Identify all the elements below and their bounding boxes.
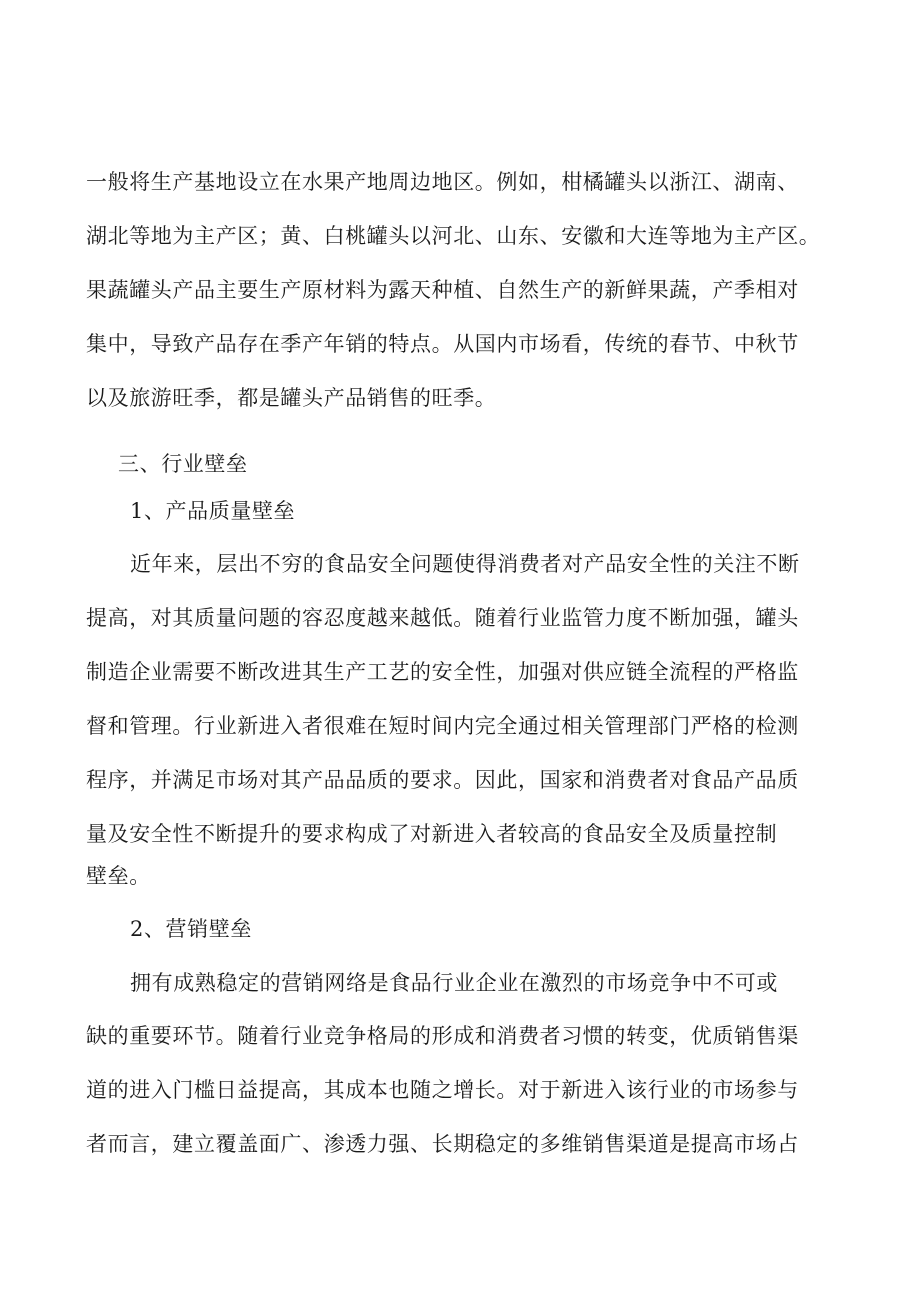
paragraph-line: 者而言，建立覆盖面广、渗透力强、长期稳定的多维销售渠道是提高市场占	[86, 1132, 799, 1156]
paragraph-line: 集中，导致产品存在季产年销的特点。从国内市场看，传统的春节、中秋节	[86, 332, 799, 356]
paragraph-line: 近年来，层出不穷的食品安全问题使得消费者对产品安全性的关注不断	[130, 552, 800, 576]
paragraph-line: 制造企业需要不断改进其生产工艺的安全性，加强对供应链全流程的严格监	[86, 660, 799, 684]
paragraph-line: 缺的重要环节。随着行业竞争格局的形成和消费者习惯的转变，优质销售渠	[86, 1024, 799, 1048]
subsection-heading: 1、产品质量壁垒	[130, 499, 296, 523]
subsection-heading: 2、营销壁垒	[130, 917, 252, 941]
paragraph-line: 一般将生产基地设立在水果产地周边地区。例如，柑橘罐头以浙江、湖南、	[86, 170, 799, 194]
section-heading: 三、行业壁垒	[118, 452, 248, 476]
paragraph-line: 以及旅游旺季，都是罐头产品销售的旺季。	[86, 386, 497, 410]
paragraph-line: 果蔬罐头产品主要生产原材料为露天种植、自然生产的新鲜果蔬，产季相对	[86, 278, 799, 302]
paragraph-line: 壁垒。	[86, 864, 151, 888]
paragraph-line: 湖北等地为主产区；黄、白桃罐头以河北、山东、安徽和大连等地为主产区。	[86, 224, 821, 248]
paragraph-line: 拥有成熟稳定的营销网络是食品行业企业在激烈的市场竞争中不可或	[130, 971, 778, 995]
paragraph-line: 提高，对其质量问题的容忍度越来越低。随着行业监管力度不断加强，罐头	[86, 606, 799, 630]
paragraph-line: 程序，并满足市场对其产品品质的要求。因此，国家和消费者对食品产品质	[86, 768, 799, 792]
paragraph-line: 督和管理。行业新进入者很难在短时间内完全通过相关管理部门严格的检测	[86, 714, 799, 738]
paragraph-line: 量及安全性不断提升的要求构成了对新进入者较高的食品安全及质量控制	[86, 822, 778, 846]
paragraph-line: 道的进入门槛日益提高，其成本也随之增长。对于新进入该行业的市场参与	[86, 1078, 799, 1102]
